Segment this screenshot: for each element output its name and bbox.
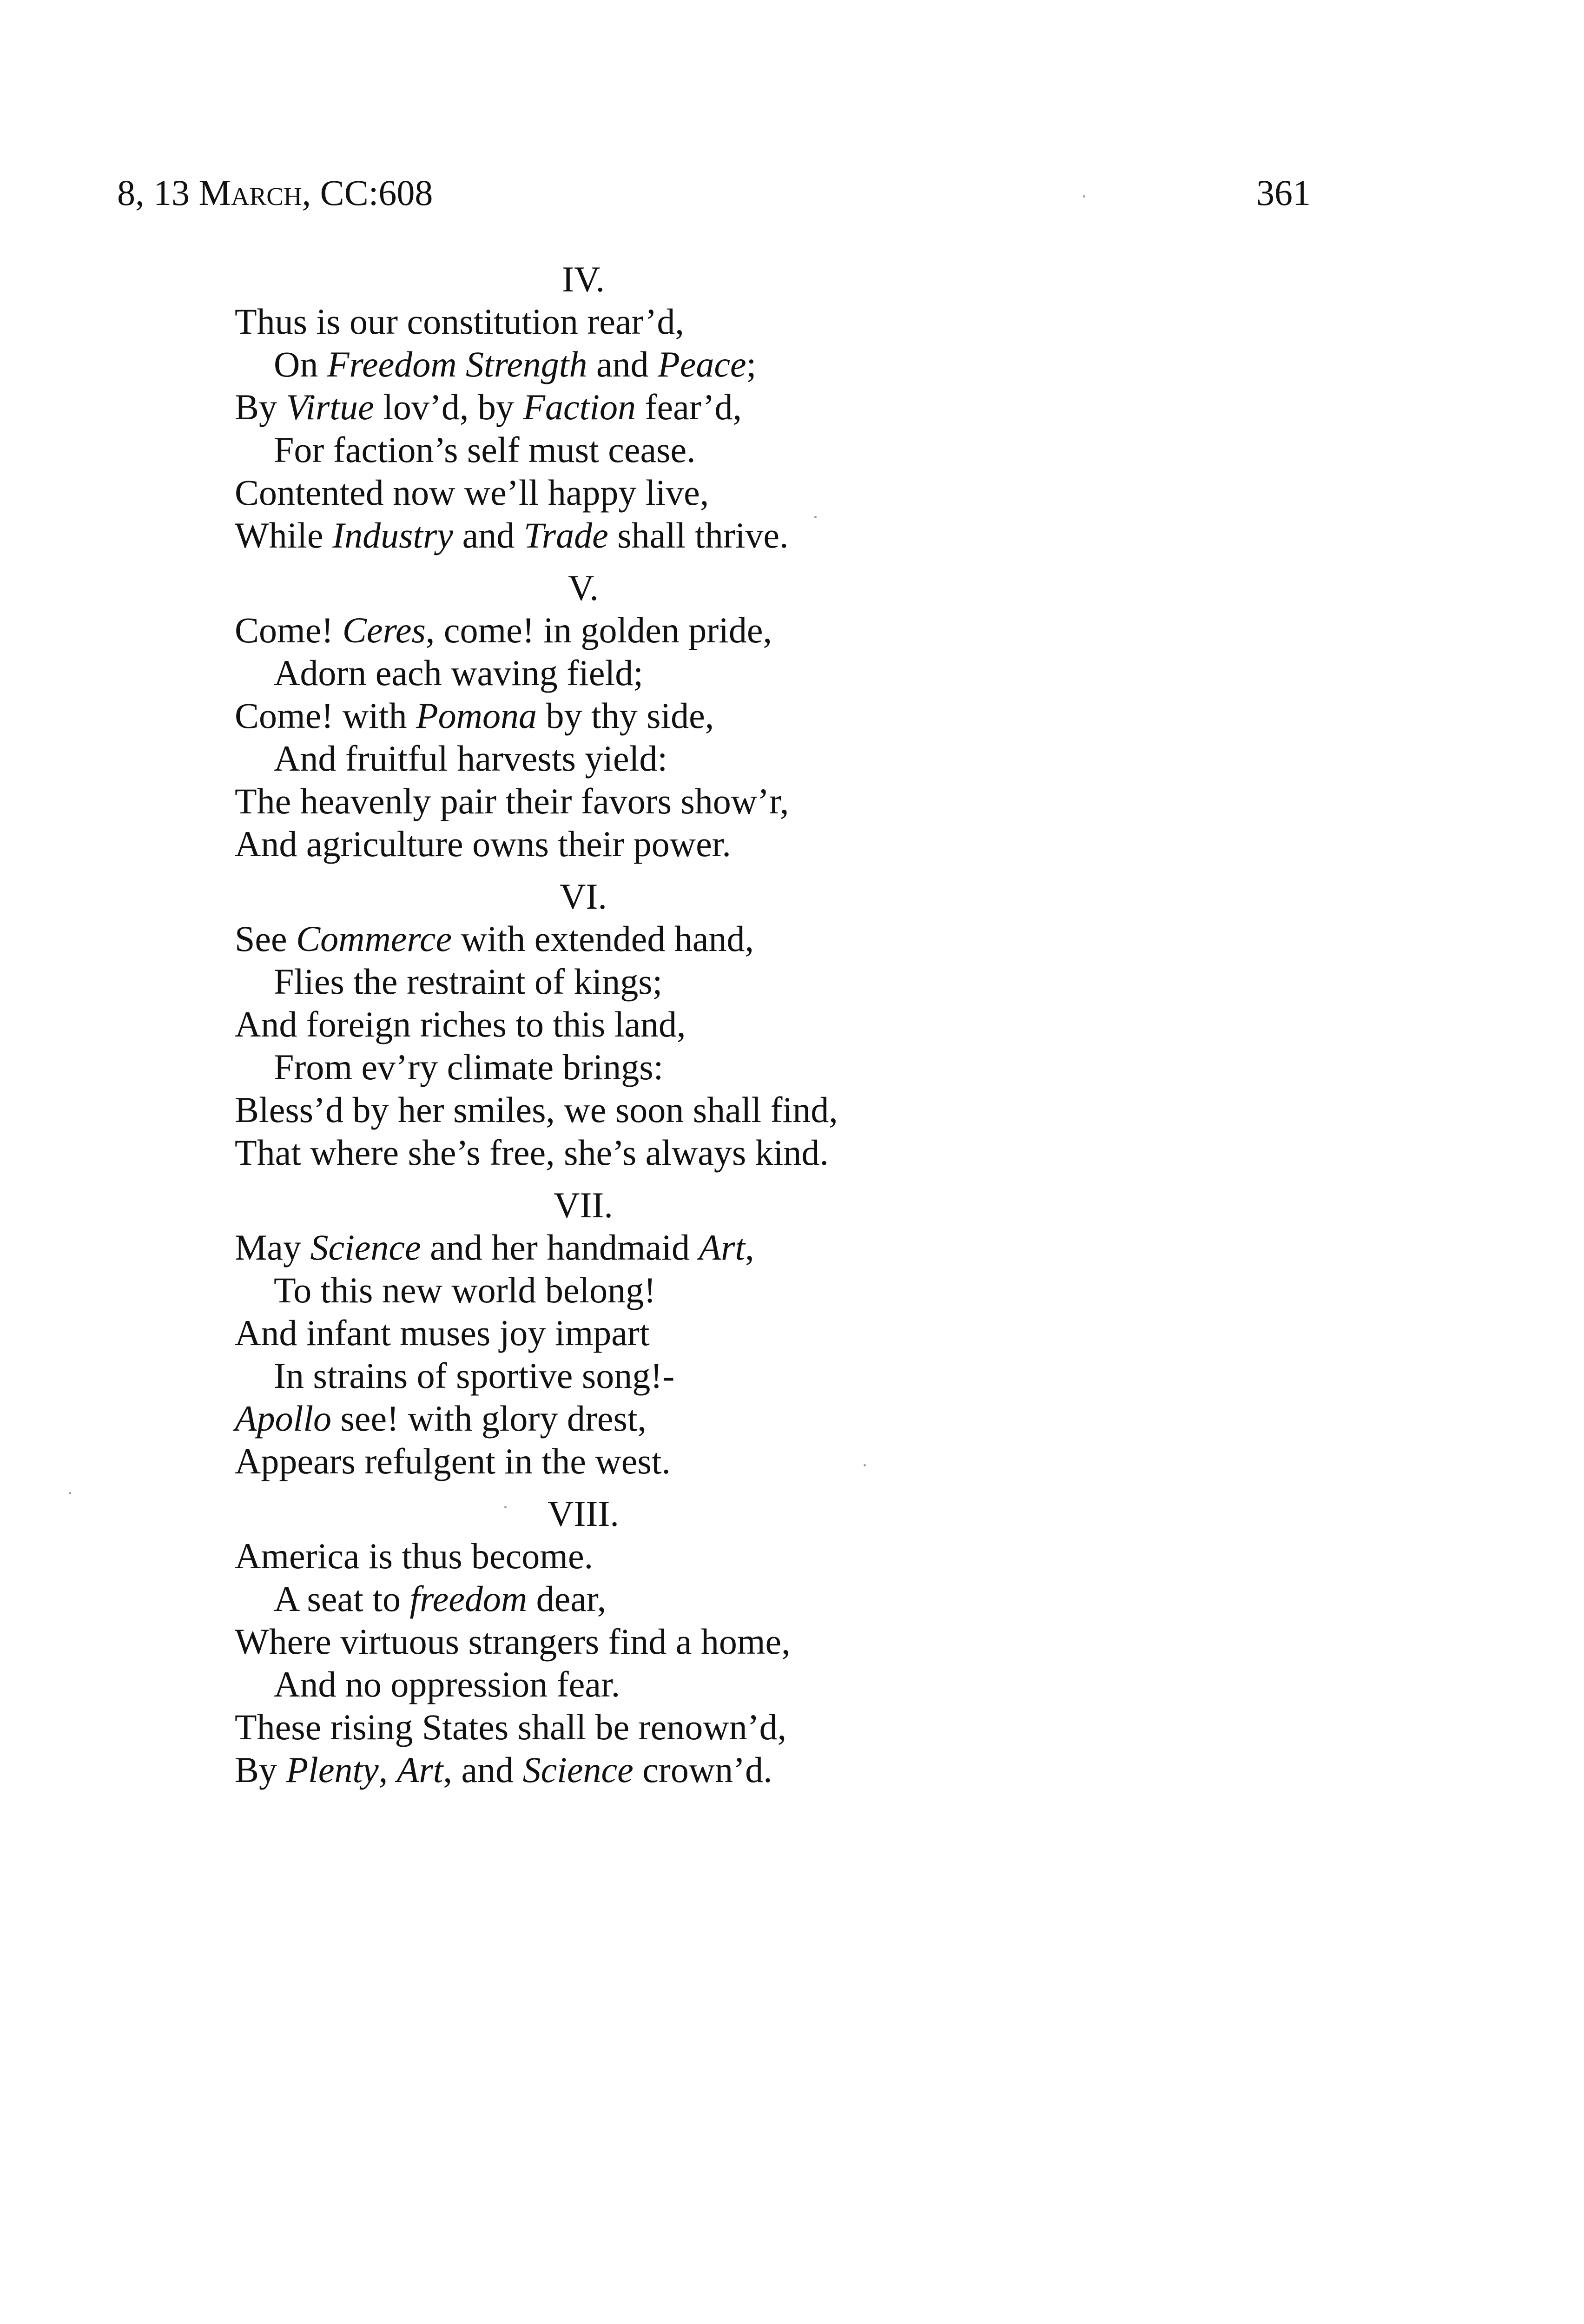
running-head-citation <box>117 167 433 218</box>
citation-prefix: 8, 13 <box>117 172 199 213</box>
text-run: , <box>745 1227 754 1268</box>
italic-text: freedom <box>409 1578 528 1619</box>
poem-line <box>235 514 932 557</box>
scan-speck <box>1083 195 1085 198</box>
italic-text: Ceres <box>342 610 426 650</box>
stanza-number: V. <box>568 568 599 608</box>
italic-text: Industry <box>332 515 454 555</box>
text-run: and her handmaid <box>421 1227 699 1268</box>
italic-text: Science <box>310 1227 421 1268</box>
italic-text: Science <box>522 1750 634 1790</box>
poem-line <box>235 1749 932 1791</box>
text-run: A seat to <box>274 1578 410 1619</box>
poem-line <box>235 1312 932 1354</box>
poem-line <box>235 1397 932 1440</box>
scan-speck <box>504 1506 507 1508</box>
text-run: Thus is our constitution rear’d, <box>235 301 684 342</box>
text-run: with extended hand, <box>452 918 754 959</box>
italic-text: Commerce <box>296 918 452 959</box>
text-run: dear, <box>527 1578 607 1619</box>
poem-line <box>235 300 932 343</box>
poem-line <box>235 609 932 652</box>
poem-line <box>235 652 932 694</box>
text-run: Adorn each waving field; <box>274 653 643 693</box>
text-run: Come! with <box>235 695 416 736</box>
poem-line <box>235 960 932 1003</box>
poem-line <box>235 1269 932 1312</box>
stanza-number: VI. <box>560 876 607 917</box>
text-run: Come! <box>235 610 343 650</box>
italic-text: Peace <box>658 344 746 384</box>
scan-speck <box>814 516 817 518</box>
italic-text: Virtue <box>286 387 374 427</box>
poem-line <box>235 386 932 429</box>
italic-text: Freedom Strength <box>327 344 587 384</box>
text-run: Bless’d by her smiles, we soon shall find, <box>235 1089 838 1130</box>
italic-text: Art <box>396 1750 443 1790</box>
poem-line <box>235 1046 932 1089</box>
text-run: While <box>235 515 333 555</box>
poem-line <box>235 343 932 386</box>
stanza-number: IV. <box>562 259 605 299</box>
stanza <box>235 876 932 1174</box>
text-run: fear’d, <box>635 387 742 427</box>
stanza <box>235 1493 932 1791</box>
text-run: These rising States shall be renown’d, <box>235 1707 787 1747</box>
poem-line <box>235 694 932 737</box>
italic-text: Apollo <box>235 1398 331 1439</box>
text-run: That where she’s free, she’s always kind. <box>235 1132 829 1173</box>
text-run: Flies the restraint of kings; <box>274 961 663 1002</box>
text-run: And fruitful harvests yield: <box>274 738 667 779</box>
running-head <box>117 167 1311 218</box>
poem-line <box>235 1620 932 1663</box>
poem-line <box>235 1354 932 1397</box>
poem-line <box>235 1003 932 1046</box>
page-number: 361 <box>1256 172 1311 213</box>
text-run: ; <box>746 344 757 384</box>
text-run: By <box>235 387 286 427</box>
text-run: Contented now we’ll happy live, <box>235 472 709 513</box>
poem-body <box>235 258 932 1802</box>
poem-line <box>235 1226 932 1269</box>
text-run: see! with glory drest, <box>331 1398 647 1439</box>
poem-line <box>235 780 932 823</box>
poem-line <box>235 1440 932 1483</box>
text-run: , <box>378 1750 397 1790</box>
text-run: The heavenly pair their favors show’r, <box>235 781 789 821</box>
text-run: By <box>235 1750 286 1790</box>
text-run: See <box>235 918 297 959</box>
text-run: , and <box>443 1750 523 1790</box>
text-run: In strains of sportive song!- <box>274 1355 675 1396</box>
scan-speck <box>864 1464 866 1466</box>
italic-text: Trade <box>523 515 608 555</box>
poem-line <box>235 1578 932 1620</box>
scan-speck <box>69 1492 71 1494</box>
poem-line <box>235 737 932 780</box>
stanza <box>235 567 932 865</box>
text-run: and <box>453 515 524 555</box>
text-run: shall thrive. <box>608 515 789 555</box>
poem-line <box>235 429 932 471</box>
text-run: To this new world belong! <box>274 1270 656 1310</box>
italic-text: Art <box>699 1227 746 1268</box>
citation-month: March <box>198 172 302 213</box>
text-run: On <box>274 344 327 384</box>
poem-line <box>235 1131 932 1174</box>
text-run: lov’d, by <box>374 387 523 427</box>
text-run: And infant muses joy impart <box>235 1313 650 1353</box>
text-run: And foreign riches to this land, <box>235 1004 686 1044</box>
text-run: Appears refulgent in the west. <box>235 1441 671 1481</box>
poem-line <box>235 1706 932 1749</box>
poem-line <box>235 1089 932 1131</box>
text-run: Where virtuous strangers find a home, <box>235 1621 791 1662</box>
stanza <box>235 1184 932 1483</box>
text-run: For faction’s self must cease. <box>274 429 696 470</box>
poem-line <box>235 1663 932 1706</box>
italic-text: Pomona <box>416 695 537 736</box>
text-run: And agriculture owns their power. <box>235 824 731 864</box>
stanza-number: VII. <box>554 1185 613 1225</box>
text-run: And no oppression fear. <box>274 1664 620 1704</box>
stanza <box>235 258 932 557</box>
text-run: , come! in golden pride, <box>425 610 772 650</box>
citation-suffix: , CC:608 <box>302 172 433 213</box>
poem-line <box>235 471 932 514</box>
italic-text: Plenty <box>286 1750 379 1790</box>
text-run: by thy side, <box>536 695 714 736</box>
text-run: May <box>235 1227 310 1268</box>
italic-text: Faction <box>523 387 636 427</box>
poem-line <box>235 1535 932 1578</box>
poem-line <box>235 918 932 960</box>
text-run: America is thus become. <box>235 1536 594 1576</box>
stanza-number: VIII. <box>548 1493 619 1534</box>
text-run: From ev’ry climate brings: <box>274 1047 664 1087</box>
poem-line <box>235 823 932 865</box>
text-run: and <box>587 344 658 384</box>
text-run: crown’d. <box>633 1750 772 1790</box>
